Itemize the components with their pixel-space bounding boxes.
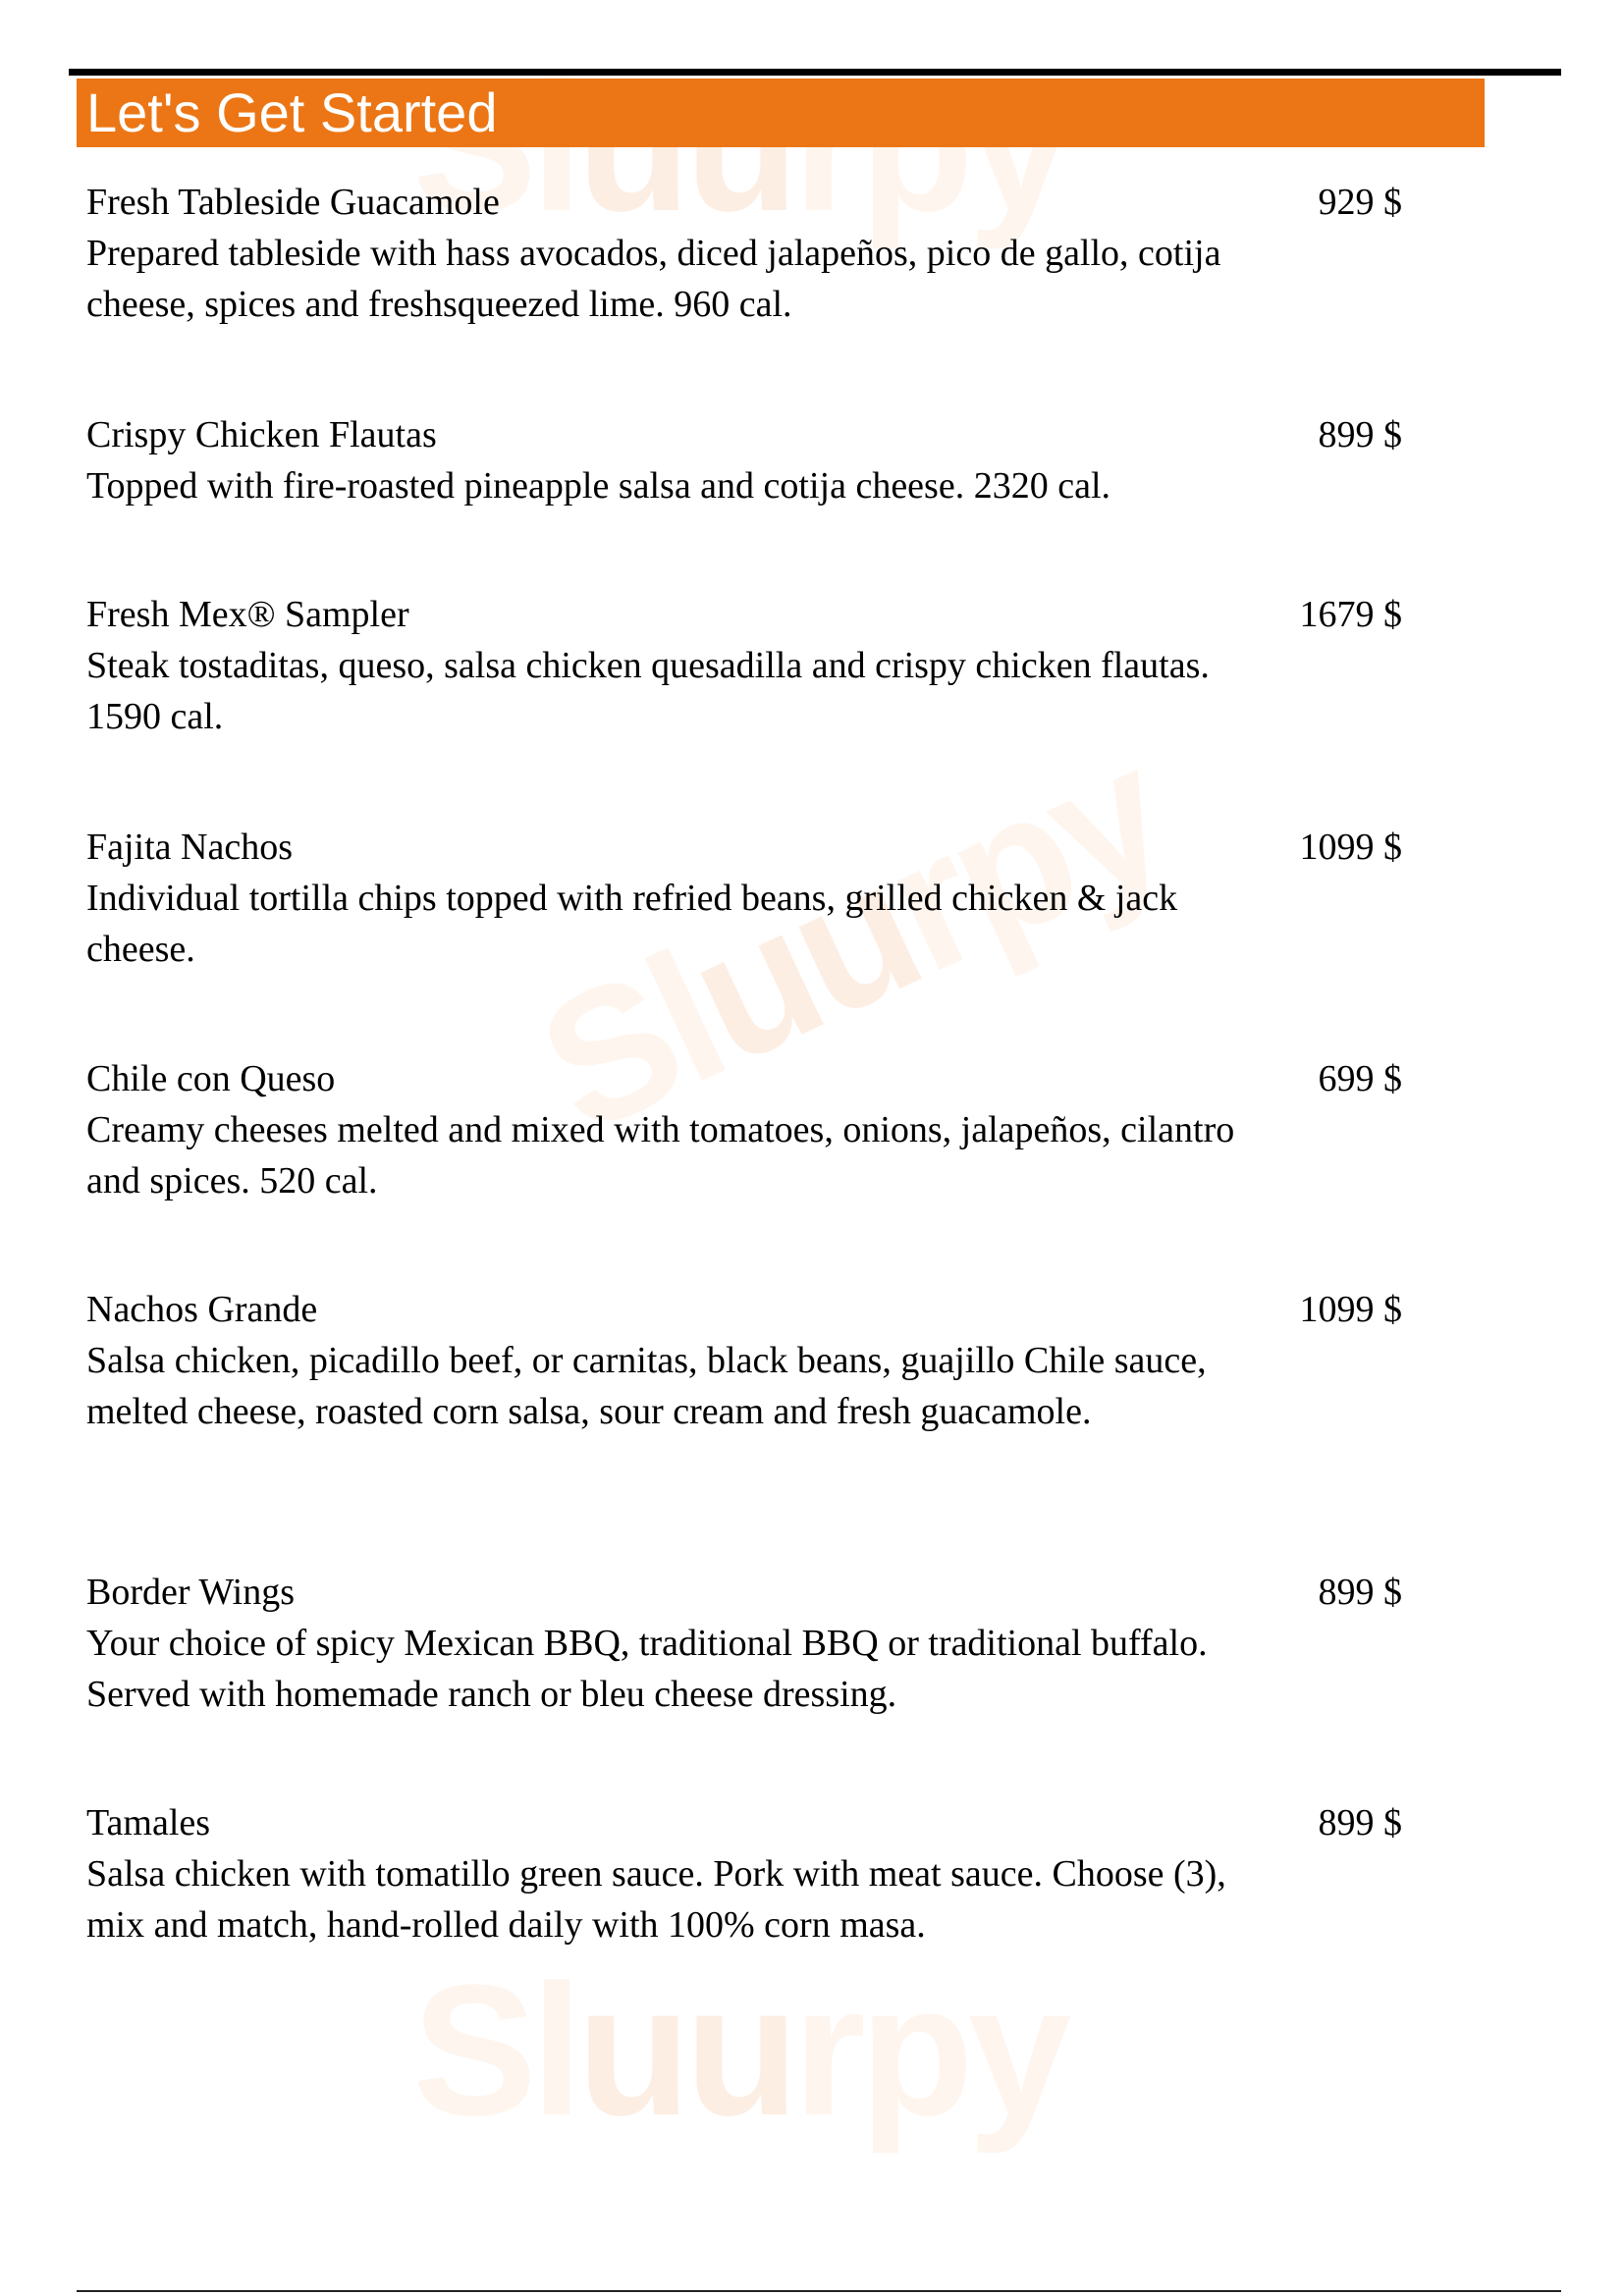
item-price: 1099 $: [1299, 1289, 1402, 1330]
item-name: Fresh Mex® Sampler: [86, 594, 409, 635]
item-price: 1679 $: [1299, 594, 1402, 635]
item-description: Steak tostaditas, queso, salsa chicken quesadilla and crispy chicken flautas. 1590 cal.: [86, 645, 1210, 737]
item-description: Salsa chicken, picadillo beef, or carnitas, black beans, guajillo Chile sauce, melted cheese, roasted corn salsa, sour cream and fresh guacamole.: [86, 1340, 1207, 1432]
item-price: 699 $: [1318, 1058, 1402, 1099]
top-divider: [69, 69, 1561, 76]
item-name: Tamales: [86, 1802, 211, 1843]
item-price: 929 $: [1318, 182, 1402, 223]
item-description: Prepared tableside with hass avocados, diced jalapeños, pico de gallo, cotija cheese, spices and freshsqueezed lime. 960 cal.: [86, 233, 1221, 325]
item-name: Fajita Nachos: [86, 827, 294, 868]
item-description: Topped with fire-roasted pineapple salsa and cotija cheese. 2320 cal.: [86, 465, 1110, 507]
bottom-divider: [77, 2290, 1561, 2292]
menu-item: [86, 589, 1402, 742]
watermark-logo-bottom: Sluurpy: [412, 1947, 1066, 2155]
menu-item: [86, 177, 1402, 330]
item-name: Border Wings: [86, 1572, 296, 1613]
item-price: 899 $: [1318, 1802, 1402, 1843]
watermark-logo-middle: Sluurpy: [512, 708, 1192, 1173]
item-name: Crispy Chicken Flautas: [86, 414, 437, 455]
menu-item: [86, 1567, 1402, 1720]
menu-item: [86, 822, 1402, 975]
item-description: Creamy cheeses melted and mixed with tomatoes, onions, jalapeños, cilantro and spices. 520 cal.: [86, 1109, 1235, 1201]
item-name: Chile con Queso: [86, 1058, 336, 1099]
item-name: Nachos Grande: [86, 1289, 318, 1330]
menu-item: [86, 1284, 1402, 1437]
menu-item: [86, 409, 1402, 511]
item-description: Your choice of spicy Mexican BBQ, traditional BBQ or traditional buffalo. Served with homemade ranch or bleu cheese dressing.: [86, 1623, 1208, 1715]
menu-item: [86, 1797, 1402, 1950]
item-description: Salsa chicken with tomatillo green sauce. Pork with meat sauce. Choose (3), mix and match, hand-rolled daily with 100% corn masa.: [86, 1853, 1226, 1946]
item-price: 899 $: [1318, 1572, 1402, 1613]
item-name: Fresh Tableside Guacamole: [86, 182, 500, 223]
section-header: Let's Get Started: [77, 79, 1485, 147]
item-price: 899 $: [1318, 414, 1402, 455]
item-description: Individual tortilla chips topped with refried beans, grilled chicken & jack cheese.: [86, 878, 1178, 970]
menu-item: [86, 1053, 1402, 1206]
item-price: 1099 $: [1299, 827, 1402, 868]
